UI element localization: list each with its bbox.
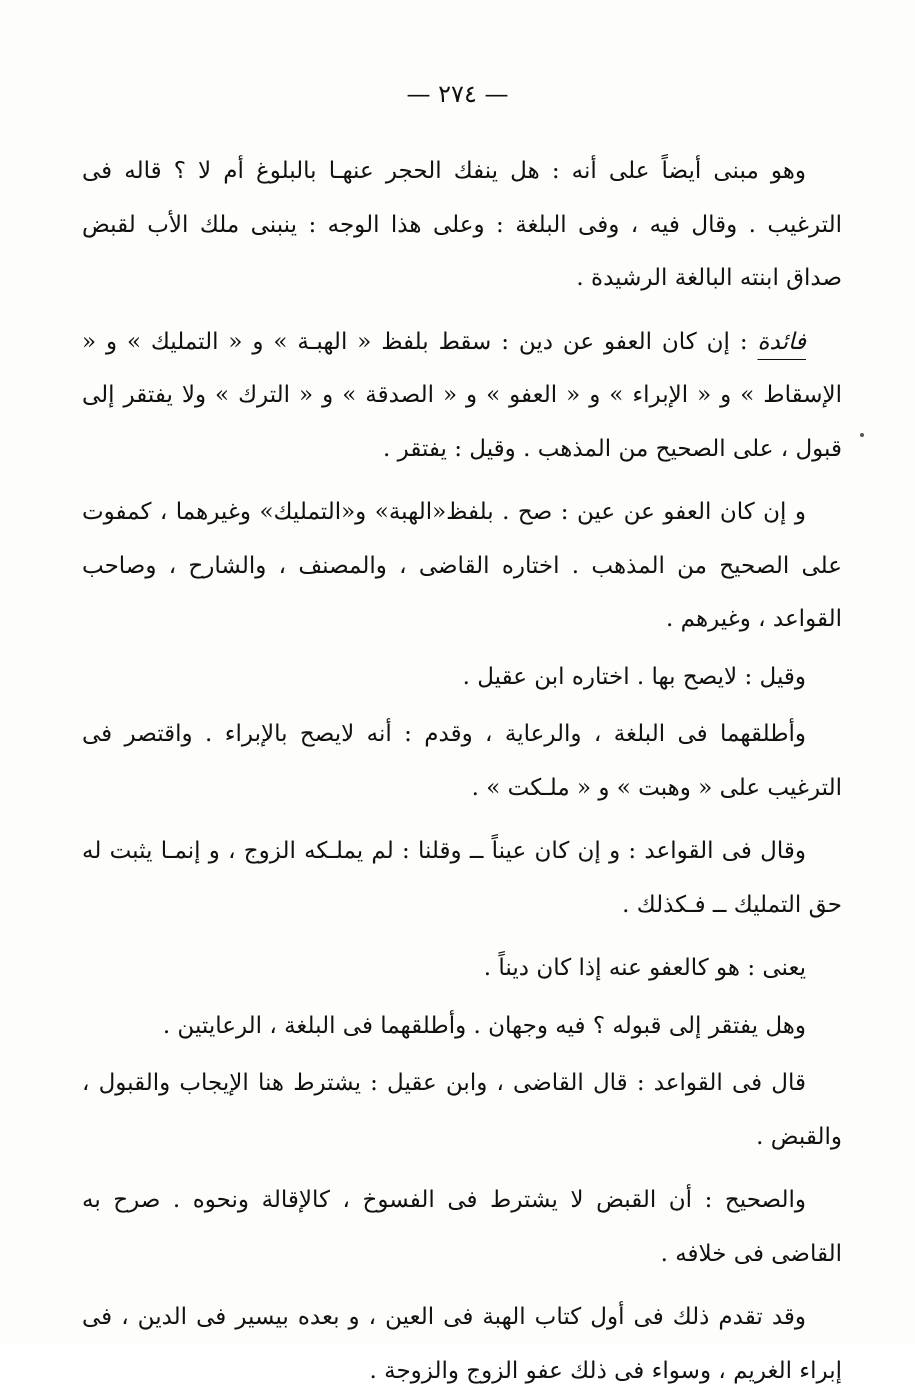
page-number: — ٢٧٤ — — [406, 80, 509, 108]
paragraph-8 — [82, 1000, 842, 1054]
paragraph-text: وقال فى القواعد : و إن كان عيناً ــ وقلنا : لم يملـكه الزوج ، و إنمـا يثبت له حق التمليك ــ فـكذلك . — [82, 838, 842, 918]
paragraph-11 — [82, 1291, 842, 1398]
paragraph-2 — [82, 316, 842, 477]
paragraph-5 — [82, 708, 842, 815]
paragraph-7 — [82, 942, 842, 996]
paragraph-text: والصحيح : أن القبض لا يشترط فى الفسوخ ، كالإقالة ونحوه . صرح به القاضى فى خلافه . — [82, 1187, 842, 1267]
paragraph-text: : إن كان العفو عن دين : سقط بلفظ « الهبـة » و « التمليك » و « الإسقاط » و « الإبراء » و « العفو » و « الصدقة » و « الترك » ولا يفتقر إلى قبول ، على الصحيح من المذهب . وقيل : يفتقر . — [82, 328, 842, 462]
paragraph-6 — [82, 825, 842, 932]
paragraph-text: يعنى : هو كالعفو عنه إذا كان ديناً . — [483, 955, 806, 981]
paragraph-text: وأطلقهما فى البلغة ، والرعاية ، وقدم : أنه لايصح بالإبراء . واقتصر فى الترغيب على « وهبت » و « ملـكت » . — [82, 721, 842, 801]
scan-speck — [860, 433, 864, 437]
paragraph-text: و إن كان العفو عن عين : صح . بلفظ«الهبة» و«التمليك» وغيرهما ، كمفوت على الصحيح من المذهب . اختاره القاضى ، والمصنف ، والشارح ، وصاحب القواعد ، وغيرهم . — [82, 499, 842, 632]
paragraph-text: وهو مبنى أيضاً على أنه : هل ينفك الحجر عنهـا بالبلوغ أم لا ؟ قاله فى الترغيب . وقال فيه ، وفى البلغة : وعلى هذا الوجه : ينبنى ملك الأب لقبض صداق ابنته البالغة الرشيدة . — [82, 158, 842, 291]
paragraph-1 — [82, 145, 842, 306]
paragraph-lead-word: فائدة — [757, 328, 806, 355]
paragraph-text: قال فى القواعد : قال القاضى ، وابن عقيل : يشترط هنا الإيجاب والقبول ، والقبض . — [82, 1070, 842, 1150]
paragraph-4 — [82, 651, 842, 705]
body-text — [82, 145, 842, 1398]
paragraph-3 — [82, 486, 842, 647]
paragraph-text: وهل يفتقر إلى قبوله ؟ فيه وجهان . وأطلقهما فى البلغة ، الرعايتين . — [162, 1012, 806, 1039]
paragraph-9 — [82, 1057, 842, 1164]
paragraph-10 — [82, 1174, 842, 1281]
paragraph-text: وقد تقدم ذلك فى أول كتاب الهبة فى العين ، و بعده بيسير فى الدين ، فى إبراء الغريم ، وسواء فى ذلك عفو الزوج والزوجة . — [82, 1304, 842, 1384]
paragraph-text: وقيل : لايصح بها . اختاره ابن عقيل . — [462, 663, 806, 690]
